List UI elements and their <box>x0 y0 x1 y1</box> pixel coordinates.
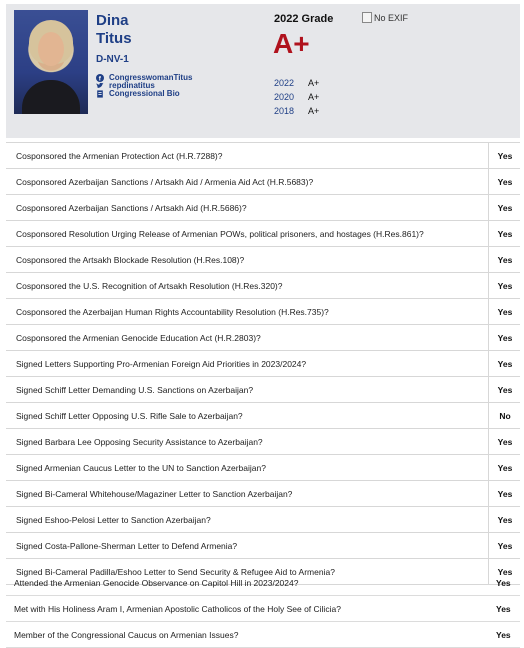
question-text: Met with His Holiness Aram I, Armenian Apostolic Catholicos of the Holy See of Cilicia? <box>14 604 341 614</box>
question-text: Cosponsored Resolution Urging Release of Armenian POWs, political prisoners, and hostages (H.Res.861)? <box>16 229 424 239</box>
answer-value: Yes <box>488 169 521 194</box>
current-grade: A+ <box>273 28 310 59</box>
answer-value: Yes <box>488 377 521 402</box>
member-name <box>96 12 132 48</box>
answer-value: Yes <box>496 630 511 640</box>
list-item <box>6 596 520 622</box>
list-item <box>6 570 520 596</box>
answer-value: No <box>488 403 521 428</box>
history-row: 2018 A+ <box>274 106 320 116</box>
answer-value: Yes <box>488 455 521 480</box>
broken-image-alt: No EXIF <box>374 12 409 23</box>
answer-value: Yes <box>488 559 521 584</box>
table-row <box>6 351 520 377</box>
broken-image-icon <box>362 12 372 23</box>
answer-value: Yes <box>488 247 521 272</box>
answer-value: Yes <box>488 143 521 168</box>
table-row <box>6 481 520 507</box>
question-text: Cosponsored Azerbaijan Sanctions / Artsakh Aid / Armenia Aid Act (H.R.5683)? <box>16 177 314 187</box>
table-row <box>6 142 520 169</box>
question-text: Signed Bi-Cameral Padilla/Eshoo Letter to Send Security & Refugee Aid to Armenia? <box>16 567 335 577</box>
table-row <box>6 221 520 247</box>
table-row <box>6 273 520 299</box>
answer-value: Yes <box>488 325 521 350</box>
document-icon <box>96 90 104 98</box>
question-text: Signed Bi-Cameral Whitehouse/Magaziner Letter to Sanction Azerbaijan? <box>16 489 293 499</box>
question-text: Cosponsored the Artsakh Blockade Resolution (H.Res.108)? <box>16 255 245 265</box>
answer-value: Yes <box>488 273 521 298</box>
svg-text:f: f <box>98 75 101 82</box>
bio-link: Congressional Bio <box>109 89 180 98</box>
question-text: Cosponsored the Armenian Protection Act (H.R.7288)? <box>16 151 223 161</box>
answer-value: Yes <box>488 195 521 220</box>
table-row <box>6 299 520 325</box>
question-text: Signed Schiff Letter Demanding U.S. Sanctions on Azerbaijan? <box>16 385 254 395</box>
table-row <box>6 455 520 481</box>
district-label: D-NV-1 <box>96 54 129 65</box>
facebook-icon <box>96 74 104 82</box>
question-text: Signed Schiff Letter Opposing U.S. Rifle Sale to Azerbaijan? <box>16 411 243 421</box>
social-link-bio[interactable] <box>96 90 192 98</box>
question-text: Signed Eshoo-Pelosi Letter to Sanction Azerbaijan? <box>16 515 211 525</box>
table-row <box>6 377 520 403</box>
additional-items <box>6 570 520 648</box>
question-text: Signed Armenian Caucus Letter to the UN to Sanction Azerbaijan? <box>16 463 266 473</box>
table-row <box>6 169 520 195</box>
scorecard-table <box>6 142 520 585</box>
answer-value: Yes <box>488 221 521 246</box>
question-text: Signed Barbara Lee Opposing Security Assistance to Azerbaijan? <box>16 437 263 447</box>
social-links <box>96 74 192 98</box>
facebook-handle: CongresswomanTitus <box>109 73 193 82</box>
answer-value: Yes <box>488 533 521 558</box>
history-row: 2020 A+ <box>274 92 320 102</box>
grade-history <box>274 76 319 118</box>
broken-image <box>362 12 408 23</box>
twitter-icon <box>96 82 104 90</box>
grade-title: 2022 Grade <box>274 13 334 25</box>
question-text: Attended the Armenian Genocide Observance on Capitol Hill in 2023/2024? <box>14 578 299 588</box>
question-text: Signed Costa-Pallone-Sherman Letter to Defend Armenia? <box>16 541 238 551</box>
question-text: Cosponsored the Armenian Genocide Education Act (H.R.2803)? <box>16 333 261 343</box>
answer-value: Yes <box>488 507 521 532</box>
answer-value: Yes <box>488 429 521 454</box>
table-row <box>6 325 520 351</box>
table-row <box>6 247 520 273</box>
answer-value: Yes <box>488 299 521 324</box>
table-row <box>6 403 520 429</box>
answer-value: Yes <box>496 578 511 588</box>
portrait-photo <box>14 10 88 114</box>
list-item <box>6 622 520 648</box>
last-name: Titus <box>96 30 132 47</box>
table-row <box>6 429 520 455</box>
question-text: Signed Letters Supporting Pro-Armenian Foreign Aid Priorities in 2023/2024? <box>16 359 307 369</box>
twitter-handle: repdinatitus <box>109 81 155 90</box>
question-text: Cosponsored the U.S. Recognition of Artsakh Resolution (H.Res.320)? <box>16 281 283 291</box>
question-text: Cosponsored the Azerbaijan Human Rights Accountability Resolution (H.Res.735)? <box>16 307 329 317</box>
answer-value: Yes <box>488 481 521 506</box>
answer-value: Yes <box>488 351 521 376</box>
table-row <box>6 507 520 533</box>
question-text: Member of the Congressional Caucus on Armenian Issues? <box>14 630 239 640</box>
first-name: Dina <box>96 12 129 29</box>
history-row: 2022 A+ <box>274 78 320 88</box>
answer-value: Yes <box>496 604 511 614</box>
profile-header <box>6 4 520 138</box>
question-text: Cosponsored Azerbaijan Sanctions / Artsakh Aid (H.R.5686)? <box>16 203 247 213</box>
table-row <box>6 533 520 559</box>
table-row <box>6 195 520 221</box>
